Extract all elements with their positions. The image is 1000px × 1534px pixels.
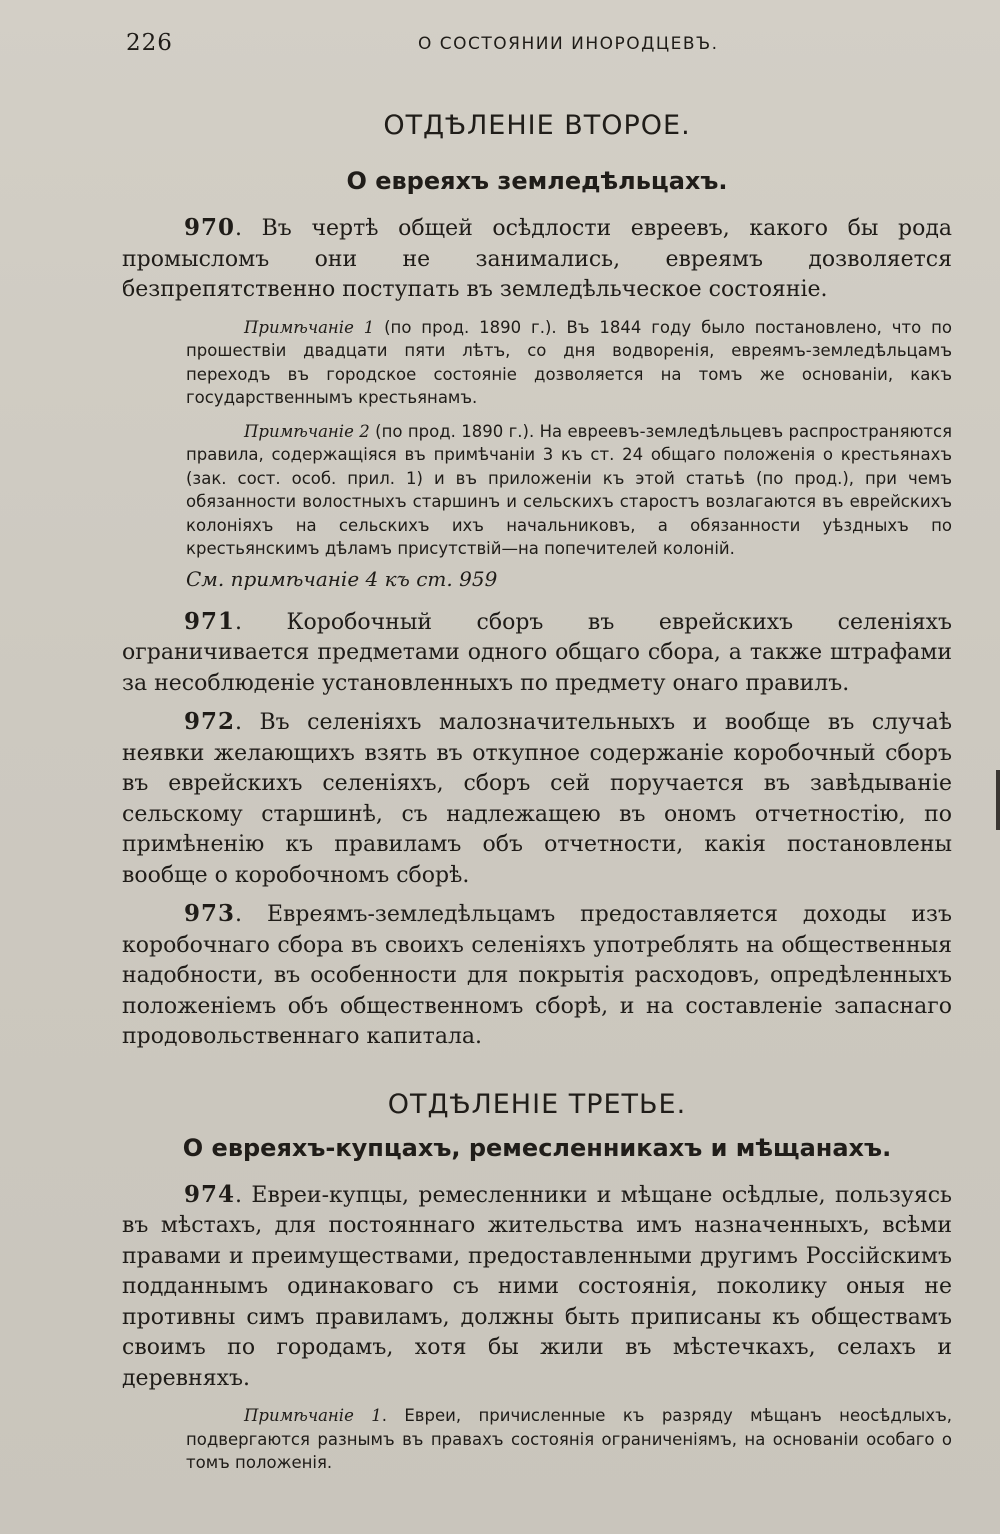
section-title-second: ОТДѢЛЕНІЕ ВТОРОЕ. <box>383 110 691 141</box>
page-number: 226 <box>126 30 173 56</box>
note-text: (по прод. 1890 г.). На евреевъ-земледѣльцевъ распространяются правила, содержащіяся въ примѣчаніи 3 къ ст. 24 общаго положенія о крестьянахъ (зак. сост. особ. прил. 1) и въ приложеніи къ этой статьѣ (по прод.), при чемъ обязанности волостныхъ старшинъ и сельскихъ старостъ возлагаются въ еврейскихъ колоніяхъ на сельскихъ ихъ начальниковъ, а обязанности уѣздныхъ по крестьянскимъ дѣламъ присутствій—на попечителей колоній. <box>186 421 953 558</box>
note-1-art970 <box>186 316 952 410</box>
note-text: (по прод. 1890 г.). Въ 1844 году было постановлено, что по прошествіи двадцати пяти лѣтъ, со дня водворенія, евреямъ-земледѣльцамъ переходъ въ городское состояніе дозволяется на томъ же основаніи, какъ государственнымъ крестьянамъ. <box>186 317 953 407</box>
note-label: Примѣчаніе 2 <box>244 421 370 441</box>
article-text: . Коробочный сборъ въ еврейскихъ селеніяхъ ограничивается предметами одного общаго сбора, а также штрафами за несоблюденіе установленныхъ по предмету онаго правилъ. <box>122 609 952 696</box>
article-971 <box>122 607 952 700</box>
page-header <box>0 30 1000 64</box>
article-972 <box>122 707 952 891</box>
article-text: . Евреи-купцы, ремесленники и мѣщане осѣдлые, пользуясь въ мѣстахъ, для постояннаго жительства имъ назначенныхъ, всѣми правами и преимуществами, предоставленными другимъ Россійскимъ подданнымъ одинаковаго съ ними состоянія, поколику оныя не противны симъ правиламъ, должны быть приписаны къ обществамъ своимъ по городамъ, хотя бы жили въ мѣстечкахъ, селахъ и деревняхъ. <box>122 1182 952 1391</box>
article-974 <box>122 1180 952 1395</box>
section-title-third: ОТДѢЛЕНІЕ ТРЕТЬЕ. <box>387 1088 687 1120</box>
article-number: 971 <box>184 607 236 635</box>
article-number: 974 <box>184 1180 236 1208</box>
subsection-title-merchants: О евреяхъ-купцахъ, ремесленникахъ и мѣщанахъ. <box>182 1133 892 1162</box>
article-970 <box>122 213 952 306</box>
article-973 <box>122 899 952 1053</box>
note-text: . Евреи, причисленные къ разряду мѣщанъ неосѣдлыхъ, подвергаются разнымъ въ правахъ состоянія ограниченіямъ, на основаніи особаго о томъ положенія. <box>186 1406 953 1472</box>
article-text: . Евреямъ-земледѣльцамъ предоставляется доходы изъ коробочнаго сбора въ своихъ селеніяхъ употреблять на общественныя надобности, въ особенности для покрытія расходовъ, опредѣленныхъ положеніемъ объ общественномъ сборѣ, и на составленіе запаснаго продовольственнаго капитала. <box>122 902 952 1049</box>
running-title: О СОСТОЯНИИ ИНОРОДЦЕВЪ. <box>418 34 719 54</box>
article-text: . Въ чертѣ общей осѣдлости евреевъ, какого бы рода промысломъ они не занимались, евреямъ дозволяется безпрепятственно поступать въ земледѣльческое состояніе. <box>122 216 952 302</box>
subsection-title-farmers: О евреяхъ земледѣльцахъ. <box>346 167 728 195</box>
note-1-art974 <box>186 1404 952 1475</box>
binding-edge-mark <box>996 770 1000 830</box>
note-2-art970 <box>186 420 952 561</box>
note-label: Примѣчаніе 1 <box>244 1406 382 1425</box>
page-content <box>122 100 952 1481</box>
note-label: Примѣчаніе 1 <box>244 317 375 337</box>
cross-reference: См. примѣчаніе 4 къ ст. 959 <box>186 566 498 591</box>
article-number: 972 <box>184 708 236 735</box>
article-number: 973 <box>184 900 236 927</box>
article-text: . Въ селеніяхъ малозначительныхъ и вообще въ случаѣ неявки желающихъ взять въ откупное содержаніе коробочный сборъ въ еврейскихъ селеніяхъ, сборъ сей поручается въ завѣдываніе сельскому старшинѣ, съ надлежащею въ ономъ отчетностію, по примѣненію къ правиламъ объ отчетности, какія постановлены вообще о коробочномъ сборѣ. <box>122 710 952 888</box>
article-number: 970 <box>184 214 236 241</box>
